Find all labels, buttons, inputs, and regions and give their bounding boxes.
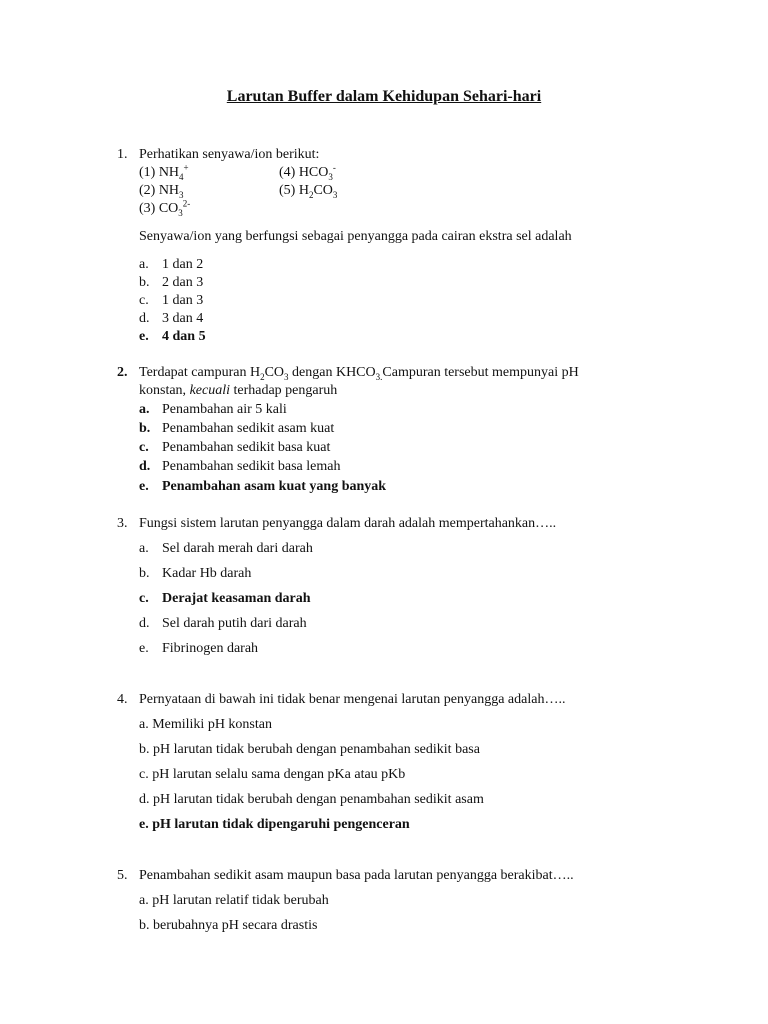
q5-option-b: b. berubahnya pH secara drastis — [139, 918, 318, 933]
q2-option-d: Penambahan sedikit basa lemah — [162, 459, 341, 474]
q3-option-d: Sel darah putih dari darah — [162, 616, 307, 631]
q3-option-e: Fibrinogen darah — [162, 641, 259, 656]
q2-option-b-letter: b. — [139, 421, 151, 436]
q1-number: 1. — [117, 147, 128, 162]
q3-option-b: Kadar Hb darah — [162, 566, 252, 581]
q1-stem: Perhatikan senyawa/ion berikut: — [139, 147, 320, 162]
q2-option-d-letter: d. — [139, 459, 151, 474]
q1-option-c-letter: c. — [139, 293, 149, 308]
q4-option-a: a. Memiliki pH konstan — [139, 717, 272, 732]
q3-stem: Fungsi sistem larutan penyangga dalam darah adalah mempertahankan….. — [139, 516, 557, 531]
q4-option-b: b. pH larutan tidak berubah dengan penambahan sedikit basa — [139, 742, 480, 757]
q1-option-d-letter: d. — [139, 311, 150, 326]
q4-option-c: c. pH larutan selalu sama dengan pKa atau pKb — [139, 767, 406, 782]
q4-option-e-answer: e. pH larutan tidak dipengaruhi pengenceran — [139, 817, 410, 832]
q3-number: 3. — [117, 516, 128, 531]
q2-stem-line1: Terdapat campuran $H_2CO_3$ dengan $KHCO_{3.}Campuran$ tersebut mempunyai pH — [139, 365, 579, 382]
q1-option-b-letter: b. — [139, 275, 150, 290]
q2-option-a-letter: a. — [139, 402, 150, 417]
q1-item-1: (1) $NH_4^+$ — [139, 162, 189, 182]
q2-option-a: Penambahan air 5 kali — [162, 402, 287, 417]
document-title: Larutan Buffer dalam Kehidupan Sehari-hari — [226, 88, 542, 105]
q2-option-c: Penambahan sedikit basa kuat — [162, 440, 331, 455]
q5-number: 5. — [117, 868, 128, 883]
q1-option-e-answer: 4 dan 5 — [162, 329, 206, 344]
q3-option-d-letter: d. — [139, 616, 150, 631]
q2-option-c-letter: c. — [139, 440, 149, 455]
q3-option-e-letter: e. — [139, 641, 149, 656]
q2-option-b: Penambahan sedikit asam kuat — [162, 421, 335, 436]
q1-option-a: 1 dan 2 — [162, 257, 204, 272]
q5-option-a: a. pH larutan relatif tidak berubah — [139, 893, 329, 908]
q1-item-3: (3) $CO_3^{2-}$ — [139, 198, 191, 218]
q1-item-2: (2) $NH_3$ — [139, 183, 184, 200]
q3-option-a-letter: a. — [139, 541, 149, 556]
q1-option-d: 3 dan 4 — [162, 311, 204, 326]
q1-item-5: (5) $H_2CO_3$ — [279, 183, 338, 200]
q4-number: 4. — [117, 692, 128, 707]
q1-question: Senyawa/ion yang berfungsi sebagai penyangga pada cairan ekstra sel adalah — [139, 229, 572, 244]
q1-option-c: 1 dan 3 — [162, 293, 204, 308]
q5-stem: Penambahan sedikit asam maupun basa pada larutan penyangga berakibat….. — [139, 868, 574, 883]
q1-option-e-letter: e. — [139, 329, 149, 344]
q1-item-4: (4) $HCO_3^-$ — [279, 162, 336, 182]
q1-option-b: 2 dan 3 — [162, 275, 204, 290]
q2-option-e-letter: e. — [139, 479, 149, 494]
q2-option-e-answer: Penambahan asam kuat yang banyak — [162, 479, 387, 494]
q3-option-a: Sel darah merah dari darah — [162, 541, 313, 556]
q4-stem: Pernyataan di bawah ini tidak benar mengenai larutan penyangga adalah….. — [139, 692, 566, 707]
q3-option-b-letter: b. — [139, 566, 150, 581]
q2-stem-line2: konstan, kecuali terhadap pengaruh — [139, 383, 338, 398]
q3-option-c-letter: c. — [139, 591, 149, 606]
q3-option-c-answer: Derajat keasaman darah — [162, 591, 311, 606]
q4-option-d: d. pH larutan tidak berubah dengan penambahan sedikit asam — [139, 792, 484, 807]
q1-option-a-letter: a. — [139, 257, 149, 272]
q2-number: 2. — [117, 365, 128, 380]
